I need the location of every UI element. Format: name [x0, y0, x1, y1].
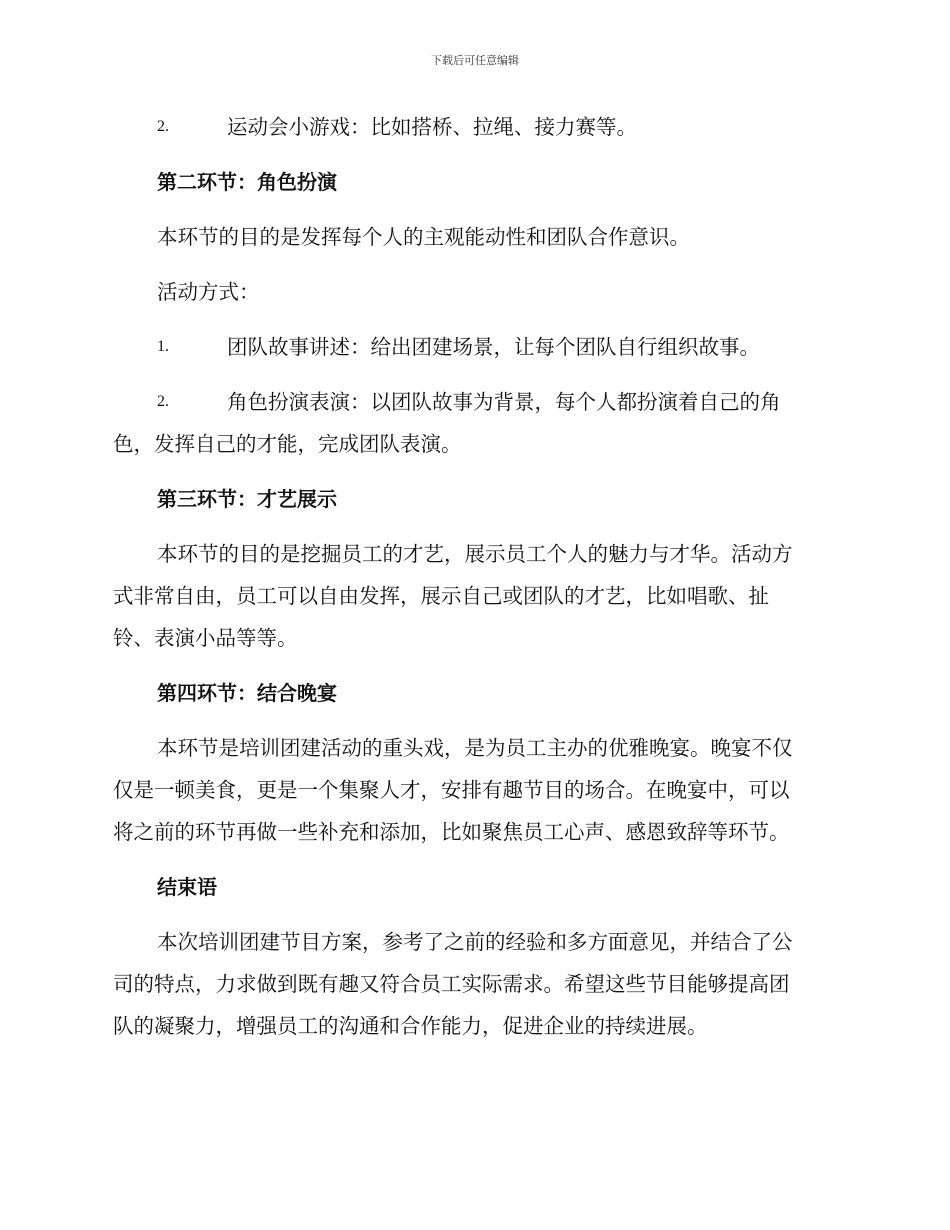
conclusion-heading: 结束语	[157, 875, 217, 899]
paragraph-line: 式非常自由，员工可以自由发挥，展示自己或团队的才艺，比如唱歌、扯	[113, 584, 769, 608]
list-text: 角色扮演表演：以团队故事为背景，每个人都扮演着自己的角	[227, 390, 781, 414]
paragraph-line: 司的特点，力求做到既有趣又符合员工实际需求。希望这些节目能够提高团	[113, 972, 790, 996]
document-body	[113, 106, 833, 1047]
paragraph-line: 将之前的环节再做一些补充和添加，比如聚焦员工心声、感恩致辞等环节。	[113, 820, 790, 844]
list-item	[113, 106, 833, 148]
paragraph-line: 本环节的目的是挖掘员工的才艺，展示员工个人的魅力与才华。活动方	[157, 542, 793, 566]
list-item	[113, 381, 833, 465]
paragraph-line: 队的凝聚力，增强员工的沟通和合作能力，促进企业的持续进展。	[113, 1014, 708, 1038]
section-2-intro: 本环节的目的是发挥每个人的主观能动性和团队合作意识。	[157, 225, 690, 249]
section-heading-3: 第三环节：才艺展示	[157, 487, 337, 511]
list-text: 团队故事讲述：给出团建场景，让每个团队自行组织故事。	[227, 335, 760, 359]
conclusion-paragraph	[113, 921, 833, 1047]
list-item	[113, 326, 833, 368]
list-text: 运动会小游戏：比如搭桥、拉绳、接力赛等。	[227, 115, 637, 139]
section-3-paragraph	[113, 533, 833, 659]
list-number: 1.	[157, 338, 169, 355]
section-heading-2: 第二环节：角色扮演	[157, 170, 337, 194]
list-number: 2.	[157, 393, 169, 410]
section-4-paragraph	[113, 727, 833, 853]
section-heading-4: 第四环节：结合晚宴	[157, 681, 337, 705]
paragraph-line: 本次培训团建节目方案，参考了之前的经验和多方面意见，并结合了公	[157, 930, 793, 954]
method-label: 活动方式：	[157, 280, 260, 304]
paragraph-line: 铃、表演小品等等。	[113, 626, 298, 650]
list-number: 2.	[157, 118, 169, 135]
paragraph-line: 本环节是培训团建活动的重头戏，是为员工主办的优雅晚宴。晚宴不仅	[157, 736, 793, 760]
page-header: 下载后可任意编辑	[431, 54, 519, 67]
paragraph-line: 仅是一顿美食，更是一个集聚人才，安排有趣节目的场合。在晚宴中，可以	[113, 778, 790, 802]
list-text-continuation: 色，发挥自己的才能，完成团队表演。	[113, 432, 462, 456]
